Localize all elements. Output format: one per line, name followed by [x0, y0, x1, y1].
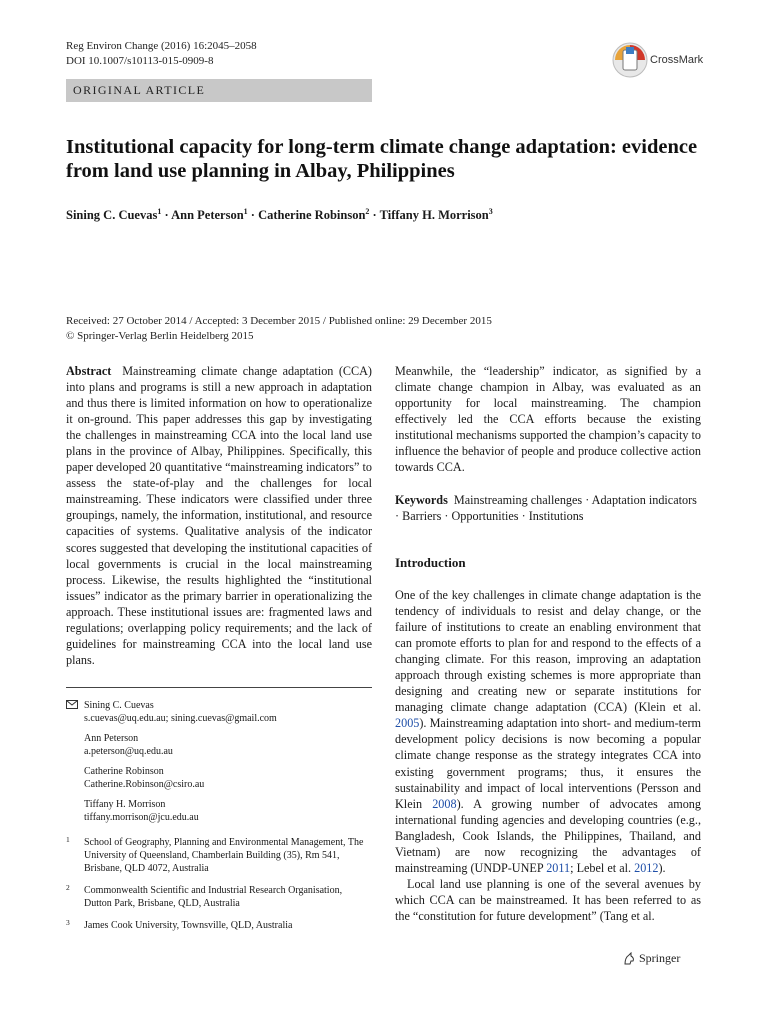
author-list: Sining C. Cuevas$^1$ · Ann Peterson$^1$ · Catherine Robinson$^2$ · Tiffany H. Morrison$^3$	[66, 207, 493, 223]
doi[interactable]: DOI 10.1007/s10113-015-0909-8	[66, 55, 214, 67]
contact-email[interactable]: tiffany.morrison@jcu.edu.au	[84, 812, 199, 823]
contact-name: Sining C. Cuevas	[84, 700, 154, 711]
footnote-divider	[66, 687, 372, 688]
affiliation-entry	[66, 919, 372, 932]
affiliation-entry	[66, 884, 372, 910]
corresponding-authors	[66, 699, 372, 831]
contact-email[interactable]: Catherine.Robinson@csiro.au	[84, 779, 205, 790]
keywords-text: Mainstreaming challenges · Adaptation indicators · Barriers · Opportunities · Institutions	[395, 493, 697, 524]
citation-link[interactable]: 2012	[634, 860, 659, 875]
springer-horse-icon	[622, 952, 636, 966]
affiliation-text: Commonwealth Scientific and Industrial Research Organisation, Dutton Park, Brisbane, QLD, Australia	[84, 885, 343, 909]
paragraph: Local land use planning is one of the several avenues by which CCA can be mainstreamed. It has been referred to as the “constitution for future development” (Tang et al.	[395, 876, 701, 923]
affiliation-entry	[66, 836, 372, 875]
contact-entry	[66, 732, 372, 758]
affiliation-number: 2	[66, 883, 70, 892]
citation-link[interactable]: 2008	[432, 796, 457, 811]
publication-dates	[66, 314, 492, 344]
affiliations	[66, 836, 372, 941]
publisher-name: Springer	[639, 951, 681, 965]
author-name[interactable]: Tiffany H. Morrison$^3$	[379, 207, 493, 223]
affiliation-number: 1	[66, 835, 70, 844]
publisher-logo	[622, 951, 680, 966]
citation-link[interactable]: 2005	[395, 716, 420, 731]
citation-link[interactable]: 2011	[546, 860, 571, 875]
crossmark-label: CrossMark	[650, 54, 704, 66]
affiliation-number: 3	[66, 918, 70, 927]
keywords	[395, 492, 701, 524]
crossmark-badge[interactable]	[612, 42, 703, 78]
abstract-label: Abstract	[66, 364, 112, 378]
journal-info	[66, 39, 257, 69]
section-heading-introduction: Introduction	[395, 555, 466, 570]
paragraph: One of the key challenges in climate change adaptation is the tendency of individuals to resist and delay change, or the failure of institutions to create an enabling environment that can promote efforts to plan for and respond to the effects of a changing climate. For this reason, improving an adaptation approach through existing schemes is more appropriate than designing and creating new or separate institutions for managing climate change adaptation (CCA) (Klein et al. 2005). Mainstreaming adaptation into short- and medium-term development policy decisions is now becoming a popular climate change response as the strategy integrates CCA into existing government programs; thus, it ensures the sustainability and impact of local interventions (Persson and Klein 2008). A growing number of advocates among international funding agencies and developing countries (e.g., Bangladesh, Cook Islands, the Philippines, Thailand, and Vietnam) are now recognizing the advantages of mainstreaming (UNDP-UNEP 2011; Lebel et al. 2012).	[395, 588, 701, 875]
author-name[interactable]: Sining C. Cuevas$^1$	[66, 207, 162, 223]
history-dates: Received: 27 October 2014 / Accepted: 3 December 2015 / Published online: 29 December 2015	[66, 315, 492, 327]
introduction-body	[395, 587, 701, 924]
contact-email[interactable]: a.peterson@uq.edu.au	[84, 746, 173, 757]
contact-name: Tiffany H. Morrison	[84, 799, 166, 810]
affiliation-text: School of Geography, Planning and Environmental Management, The University of Queensland, Chamberlain Building (35), Rm 541, Brisbane, QLD 4072, Australia	[84, 837, 364, 874]
abstract-text: Mainstreaming climate change adaptation (CCA) into plans and programs is still a new approach in adaptation and thus there is limited information on how to operationalize it on-ground. This paper addresses this gap by investigating the challenges in mainstreaming CCA into the local land use plans in the province of Albay, Philippines. Specifically, this paper developed 20 quantitative “mainstreaming indicators” to assess the state-of-play and the challenges for local mainstreaming. These indicators were classified under three groupings, namely, the information, institutional, and resource capacities of systems. Qualitative analysis of the indicator scores suggested that developing the institutional capacities of local governments is crucial in the local mainstreaming process. Likewise, the results highlighted the “institutional issues” indicator as the primary barrier in operationalizing the approach. These institutional issues are: fragmented laws and regulations; overlapping policy requirements; and the lack of guidelines for mainstreaming CCA into the local land use plans.	[66, 364, 372, 667]
affiliation-text: James Cook University, Townsville, QLD, Australia	[84, 920, 293, 931]
envelope-icon	[66, 700, 78, 709]
paper-title: Institutional capacity for long-term climate change adaptation: evidence from land use planning in Albay, Philippines	[66, 136, 698, 182]
journal-citation: Reg Environ Change (2016) 16:2045–2058	[66, 40, 257, 52]
contact-name: Catherine Robinson	[84, 766, 164, 777]
contact-email[interactable]: s.cuevas@uq.edu.au; sining.cuevas@gmail.com	[84, 713, 277, 724]
contact-entry	[66, 765, 372, 791]
author-name[interactable]: Ann Peterson$^1$	[171, 207, 248, 223]
article-type-band: ORIGINAL ARTICLE	[66, 79, 372, 102]
keywords-label: Keywords	[395, 493, 448, 507]
contact-name: Ann Peterson	[84, 733, 139, 744]
contact-entry	[66, 798, 372, 824]
abstract-left	[66, 363, 372, 668]
copyright: © Springer-Verlag Berlin Heidelberg 2015	[66, 330, 254, 342]
contact-entry	[66, 699, 372, 725]
crossmark-icon	[612, 42, 648, 78]
author-name[interactable]: Catherine Robinson$^2$	[258, 207, 370, 223]
abstract-right: Meanwhile, the “leadership” indicator, as signified by a climate change champion in Albay, was evaluated as an opportunity for local mainstreaming. The champion effectively led the CCA efforts because the existing institutional mechanisms supported the champion’s capacity to influence the behavior of people and produce collective action towards CCA.	[395, 364, 701, 475]
